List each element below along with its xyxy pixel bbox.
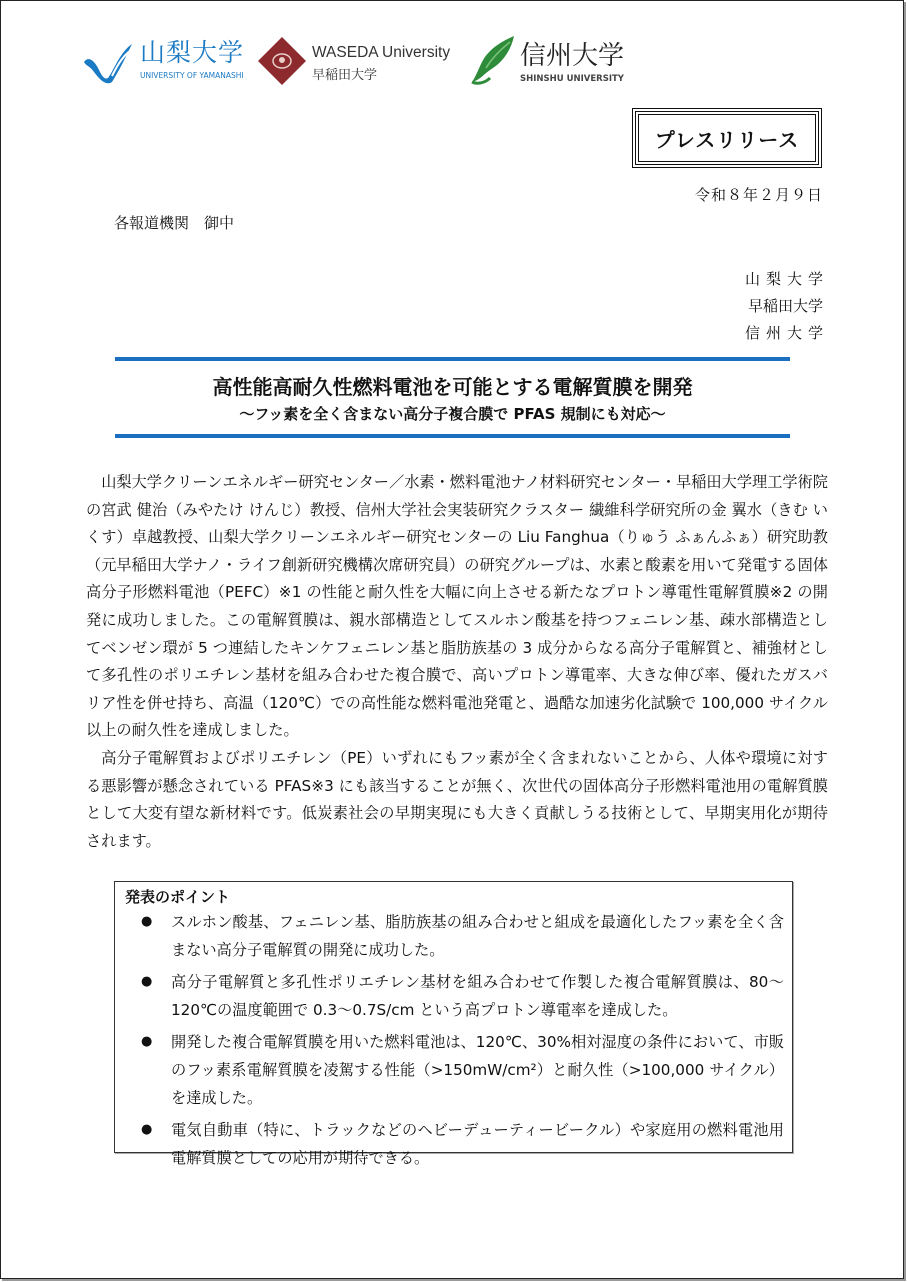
key-point-text: 開発した複合電解質膜を用いた燃料電池は、120℃、30%相対湿度の条件において、市販のフッ素系電解質膜を凌駕する性能（>150mW/cm²）と耐久性（>100,000 サイクル）を達成した。 [171,1033,784,1107]
issuer: 早稲田大学 [747,297,823,315]
recipient: 各報道機関 御中 [114,214,235,232]
key-point-text: スルホン酸基、フェニレン基、脂肪族基の組み合わせと組成を最適化したフッ素を全く含まない高分子電解質の開発に成功した。 [171,913,784,959]
waseda-logo [258,34,458,90]
shinshu-name-en: SHINSHU UNIVERSITY [520,74,624,84]
bullet-icon: ● [141,914,153,929]
key-point-text: 電気自動車（特に、トラックなどのヘビーデューティービークル）や家庭用の燃料電池用電解質膜としての応用が期待できる。 [171,1121,784,1167]
page-subtitle: ～フッ素を全く含まない高分子複合膜で PFAS 規制にも対応～ [239,405,666,423]
issuer-list [744,266,829,347]
yamanashi-name-en: UNIVERSITY OF YAMANASHI [140,71,244,80]
issuer: 山梨大学 [744,270,829,288]
shinshu-emblem-icon [470,36,516,86]
bullet-icon: ● [141,974,153,989]
title-rule-bottom [115,434,790,438]
shinshu-name-ja: 信州大学 [520,41,625,71]
press-release-badge-inner-border [638,114,816,162]
yamanashi-name-ja: 山梨大学 [140,38,245,67]
page-title: 高性能高耐久性燃料電池を可能とする電解質膜を開発 [212,375,693,399]
key-point-item [115,1116,792,1172]
key-points-box [114,881,793,1167]
key-point-item [115,908,792,964]
release-date: 令和８年２月９日 [694,186,823,204]
key-points-list [115,908,792,1172]
shinshu-logo [470,34,630,90]
issuer: 信州大学 [744,324,829,342]
key-point-item [115,1028,792,1112]
key-point-item [115,968,792,1024]
bullet-icon: ● [141,1122,153,1137]
waseda-emblem-icon [258,37,306,85]
yamanashi-emblem-icon [82,40,136,84]
waseda-name-en: WASEDA University [312,44,451,61]
logo-bar [82,34,642,90]
waseda-name-ja: 早稲田大学 [312,68,378,83]
key-points-heading: 発表のポイント [125,888,231,906]
press-release-label: プレスリリース [654,127,800,152]
body-paragraph: 高分子電解質およびポリエチレン（PE）いずれにもフッ素が全く含まれないことから、人体や環境に対する悪影響が懸念されている PFAS※3 にも該当することが無く、次世代の固体高分子形燃料電池用の電解質膜として大変有望な新材料です。低炭素社会の早期実現にも大きく貢献しうる技術として、早期実用化が期待されます。 [86,748,828,850]
body-paragraph: 山梨大学クリーンエネルギー研究センター／水素・燃料電池ナノ材料研究センター・早稲田大学理工学術院の宮武 健治（みやたけ けんじ）教授、信州大学社会実装研究クラスター 繊維科学研究所の金 翼水（きむ いくす）卓越教授、山梨大学クリーンエネルギー研究センターの Liu Fanghua（りゅう ふぁんふぁ）研究助教（元早稲田大学ナノ・ライフ創新研究機構次席研究員）の研究グループは、水素と酸素を用いて発電する固体高分子形燃料電池（PEFC）※1 の性能と耐久性を大幅に向上させる新たなプロトン導電性電解質膜※2 の開発に成功しました。この電解質膜は、親水部構造としてスルホン酸基を持つフェニレン基、疎水部構造としてベンゼン環が 5 つ連結したキンケフェニレン基と脂肪族基の 3 成分からなる高分子電解質と、補強材として多孔性のポリエチレン基材を組み合わせた複合膜で、高いプロトン導電率、大きな伸び率、優れたガスバリア性を併せ持ち、高温（120℃）での高性能な燃料電池発電と、過酷な加速劣化試験で 100,000 サイクル以上の耐久性を達成しました。 [86,473,828,740]
body-text [86,469,828,855]
title-rule-top [115,357,790,361]
press-release-badge [632,108,822,168]
key-point-text: 高分子電解質と多孔性ポリエチレン基材を組み合わせて作製した複合電解質膜は、80～120℃の温度範囲で 0.3～0.7S/cm という高プロトン導電率を達成した。 [171,973,784,1019]
yamanashi-logo [82,34,252,90]
bullet-icon: ● [141,1034,153,1049]
